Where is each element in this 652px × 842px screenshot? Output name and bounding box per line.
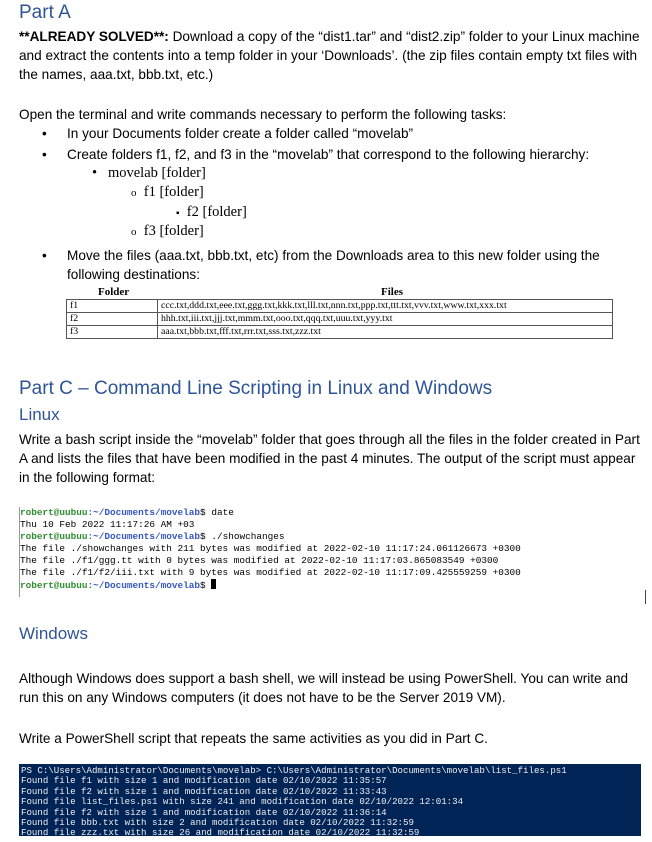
table-row — [67, 326, 613, 339]
table-header-files: Files — [381, 286, 403, 298]
windows-text-1: Although Windows does support a bash shell, we will instead be using PowerShell. You can write and run this on any Windows computers (it does not have to be the Server 2019 VM). — [19, 671, 629, 705]
already-solved-label: **ALREADY SOLVED**: — [19, 29, 169, 44]
terminal-line: The file ./f1/f2/iii.txt with 9 bytes was modified at 2022-02-10 11:17:09.425559259 +0300 — [20, 567, 521, 578]
open-terminal-text: Open the terminal and write commands necessary to perform the following tasks: — [19, 107, 507, 122]
prompt-path: :~/Documents/movelab — [87, 531, 201, 542]
bullet-circle-icon: o — [131, 226, 137, 238]
prompt-user: robert@uubuu — [20, 580, 88, 591]
command-script: ./showchanges — [211, 531, 285, 542]
terminal-line: The file ./f1/ggg.tt with 0 bytes was modified at 2022-02-10 11:17:03.865083549 +0300 — [20, 555, 499, 566]
windows-text-2: Write a PowerShell script that repeats the same activities as you did in Part C. — [19, 731, 488, 746]
bullet-text-2: Create folders f1, f2, and f3 in the “movelab” that correspond to the following hierarchy: — [67, 147, 590, 162]
bullet-disc-icon: • — [42, 126, 47, 141]
linux-terminal — [19, 507, 612, 597]
prompt-suffix: $ — [200, 531, 212, 542]
terminal-line: Found file f1 with size 1 and modification date 02/10/2022 11:35:57 — [21, 775, 387, 787]
files-cell: aaa.txt,bbb.txt,fff.txt,rrr.txt,sss.txt,zzz.txt — [158, 326, 613, 339]
part-c-heading: Part C – Command Line Scripting in Linux and Windows — [19, 378, 493, 399]
terminal-line: Found file f2 with size 1 and modification date 02/10/2022 11:36:14 — [21, 806, 387, 818]
prompt-user: robert@uubuu — [20, 507, 88, 518]
bullet-square-icon: ▪ — [176, 208, 180, 219]
terminal-line: Thu 10 Feb 2022 11:17:26 AM +03 — [20, 519, 195, 530]
prompt-suffix: $ — [200, 580, 212, 591]
terminal-line: Found file list_files.ps1 with size 241 and modification date 02/10/2022 12:01:34 — [21, 796, 464, 808]
prompt-suffix: $ — [200, 507, 212, 518]
powershell-terminal — [19, 764, 641, 839]
folder-cell: f2 — [67, 313, 158, 326]
movelab-folder-label: movelab [folder] — [107, 165, 206, 181]
prompt-path: :~/Documents/movelab — [87, 580, 201, 591]
prompt-path: :~/Documents/movelab — [87, 507, 201, 518]
linux-text: Write a bash script inside the “movelab” folder that goes through all the files in the folder created in Part A and lists the files that have been modified in the past 4 minutes. The output of the script must appear in the following format: — [19, 432, 640, 485]
intro-text: Download a copy of the “dist1.tar” and “dist2.zip” folder to your Linux machine and extract the contents into a temp folder in your ‘Downloads’. (the zip files contain empty txt files with the names, aaa.txt, bbb.txt, etc.) — [19, 29, 640, 82]
terminal-line — [20, 507, 612, 519]
files-cell: ccc.txt,ddd.txt,eee.txt,ggg.txt,kkk.txt,lll.txt,nnn.txt,ppp.txt,ttt.txt,vvv.txt,www.txt,xxx.txt — [158, 300, 613, 313]
files-cell: hhh.txt,iii.txt,jjj.txt,mmm.txt,ooo.txt,qqq.txt,uuu.txt,yyy.txt — [158, 313, 613, 326]
part-a-heading: Part A — [19, 2, 71, 23]
table-row — [67, 300, 613, 313]
bullet-disc-icon: • — [42, 248, 47, 263]
folder-cell: f1 — [67, 300, 158, 313]
prompt-user: robert@uubuu — [20, 531, 88, 542]
folder-cell: f3 — [67, 326, 158, 339]
terminal-line: Found file bbb.txt with size 2 and modification date 02/10/2022 11:32:59 — [21, 816, 414, 828]
f2-folder-label: f2 [folder] — [186, 204, 247, 220]
hierarchy-f1 — [131, 183, 204, 203]
terminal-line: Found file f2 with size 1 and modification date 02/10/2022 11:33:43 — [21, 785, 387, 797]
bullet-disc-icon: • — [42, 147, 47, 162]
destination-table — [66, 299, 613, 339]
f3-folder-label: f3 [folder] — [143, 223, 204, 239]
bullet-text-1: In your Documents folder create a folder called “movelab” — [67, 126, 414, 141]
terminal-line: Found file zzz.txt with size 26 and modification date 02/10/2022 11:32:59 — [21, 827, 420, 839]
cursor-icon — [211, 579, 216, 589]
windows-heading: Windows — [19, 624, 88, 643]
command-date: date — [211, 507, 234, 518]
terminal-line — [20, 531, 612, 543]
terminal-line: The file ./showchanges with 211 bytes was modified at 2022-02-10 11:17:24.061126673 +0300 — [20, 543, 521, 554]
hierarchy-f3 — [131, 222, 204, 242]
terminal-line: PS C:\Users\Administrator\Documents\movelab> C:\Users\Administrator\Documents\movelab\list_files.ps1 — [21, 765, 567, 776]
terminal-line — [20, 579, 612, 591]
part-a-intro — [19, 27, 647, 84]
text-cursor-bar — [645, 590, 646, 604]
hierarchy-f2 — [176, 203, 247, 223]
bullet-text-3: Move the files (aaa.txt, bbb.txt, etc) from the Downloads area to this new folder using the following destinations: — [67, 248, 600, 282]
table-row — [67, 313, 613, 326]
table-header-folder: Folder — [98, 286, 130, 298]
f1-folder-label: f1 [folder] — [143, 184, 204, 200]
bullet-disc-icon: • — [92, 165, 98, 181]
bullet-circle-icon: o — [131, 187, 137, 199]
linux-heading: Linux — [19, 405, 60, 424]
hierarchy-movelab — [92, 164, 206, 183]
